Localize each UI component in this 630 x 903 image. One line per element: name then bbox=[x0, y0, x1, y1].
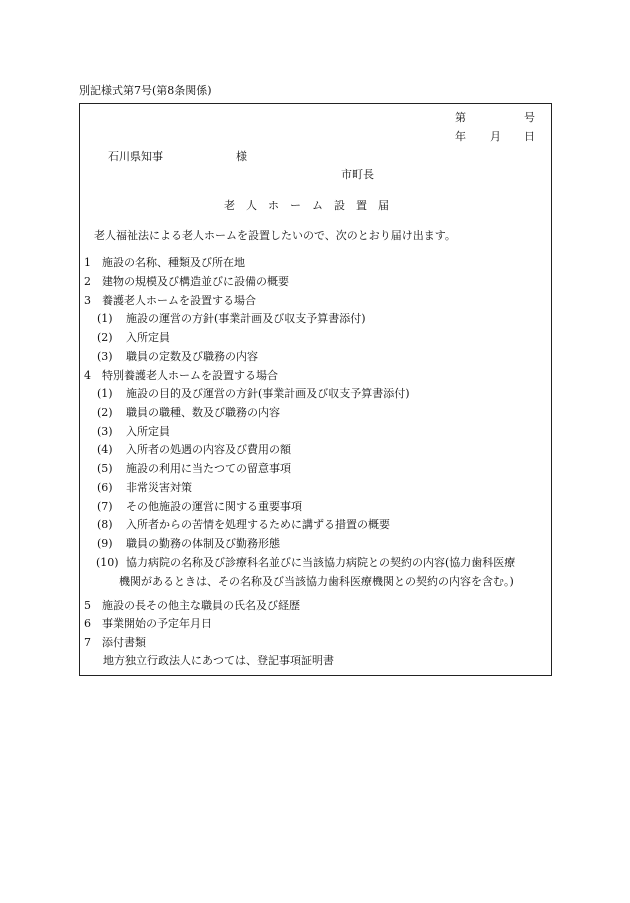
item-number: 1 bbox=[84, 256, 91, 269]
form-header-label: 別記様式第7号(第8条関係) bbox=[79, 84, 212, 97]
item-text: 施設の目的及び運営の方針(事業計画及び収支予算書添付) bbox=[126, 387, 410, 400]
item-number: 3 bbox=[84, 294, 91, 307]
item-number: 4 bbox=[84, 369, 91, 382]
item-text: 施設の長その他主な職員の氏名及び経歴 bbox=[102, 599, 300, 612]
item-number: (4) bbox=[97, 443, 113, 456]
item-text: 職員の定数及び職務の内容 bbox=[126, 350, 258, 363]
item-number: (3) bbox=[97, 425, 113, 438]
item-text: 非常災害対策 bbox=[126, 481, 192, 494]
addressee-honorific: 様 bbox=[236, 150, 247, 163]
item-text: 事業開始の予定年月日 bbox=[102, 617, 212, 630]
date-day: 日 bbox=[524, 130, 535, 143]
item-number: 5 bbox=[84, 599, 91, 612]
item-text: 入所定員 bbox=[126, 425, 170, 438]
item-number: (1) bbox=[97, 312, 113, 325]
item-text: 添付書類 bbox=[102, 636, 146, 649]
item-text: 施設の名称、種類及び所在地 bbox=[102, 256, 245, 269]
item-number: (3) bbox=[97, 350, 113, 363]
number-prefix: 第 bbox=[455, 111, 466, 124]
addressee-name: 石川県知事 bbox=[108, 150, 163, 163]
item-text: 養護老人ホームを設置する場合 bbox=[102, 294, 256, 307]
item-number: (1) bbox=[97, 387, 113, 400]
item-number: 7 bbox=[84, 636, 91, 649]
item-number: 2 bbox=[84, 275, 91, 288]
sender: 市町長 bbox=[341, 168, 374, 181]
item-number: (8) bbox=[97, 518, 113, 531]
item-text: 建物の規模及び構造並びに設備の概要 bbox=[102, 275, 289, 288]
date-year: 年 bbox=[455, 130, 466, 143]
item-number: (6) bbox=[97, 481, 113, 494]
item-number: (5) bbox=[97, 462, 113, 475]
item-number: (7) bbox=[97, 500, 113, 513]
item-text: 施設の運営の方針(事業計画及び収支予算書添付) bbox=[126, 312, 366, 325]
item-text: 職員の職種、数及び職務の内容 bbox=[126, 406, 280, 419]
attachment-note: 地方独立行政法人にあつては、登記事項証明書 bbox=[103, 654, 334, 667]
item-text: 施設の利用に当たつての留意事項 bbox=[126, 462, 291, 475]
item-number: (2) bbox=[97, 406, 113, 419]
intro-text: 老人福祉法による老人ホームを設置したいので、次のとおり届け出ます。 bbox=[94, 229, 456, 242]
item-number: (9) bbox=[97, 537, 113, 550]
item-number: (10) bbox=[96, 556, 119, 569]
item-text: 特別養護老人ホームを設置する場合 bbox=[102, 369, 278, 382]
item-text-continuation: 機関があるときは、その名称及び当該協力歯科医療機関との契約の内容を含む。) bbox=[119, 575, 514, 588]
item-text: 職員の勤務の体制及び勤務形態 bbox=[126, 537, 280, 550]
date-month: 月 bbox=[490, 130, 501, 143]
item-number: (2) bbox=[97, 331, 113, 344]
item-text: 入所定員 bbox=[126, 331, 170, 344]
item-number: 6 bbox=[84, 617, 91, 630]
item-text: 入所者の処遇の内容及び費用の額 bbox=[126, 443, 291, 456]
item-text: その他施設の運営に関する重要事項 bbox=[126, 500, 302, 513]
number-suffix: 号 bbox=[524, 111, 535, 124]
item-text: 協力病院の名称及び診療科名並びに当該協力病院との契約の内容(協力歯科医療 bbox=[126, 556, 516, 569]
item-text: 入所者からの苦情を処理するために講ずる措置の概要 bbox=[126, 518, 390, 531]
document-title: 老人ホーム設置届 bbox=[224, 199, 400, 212]
